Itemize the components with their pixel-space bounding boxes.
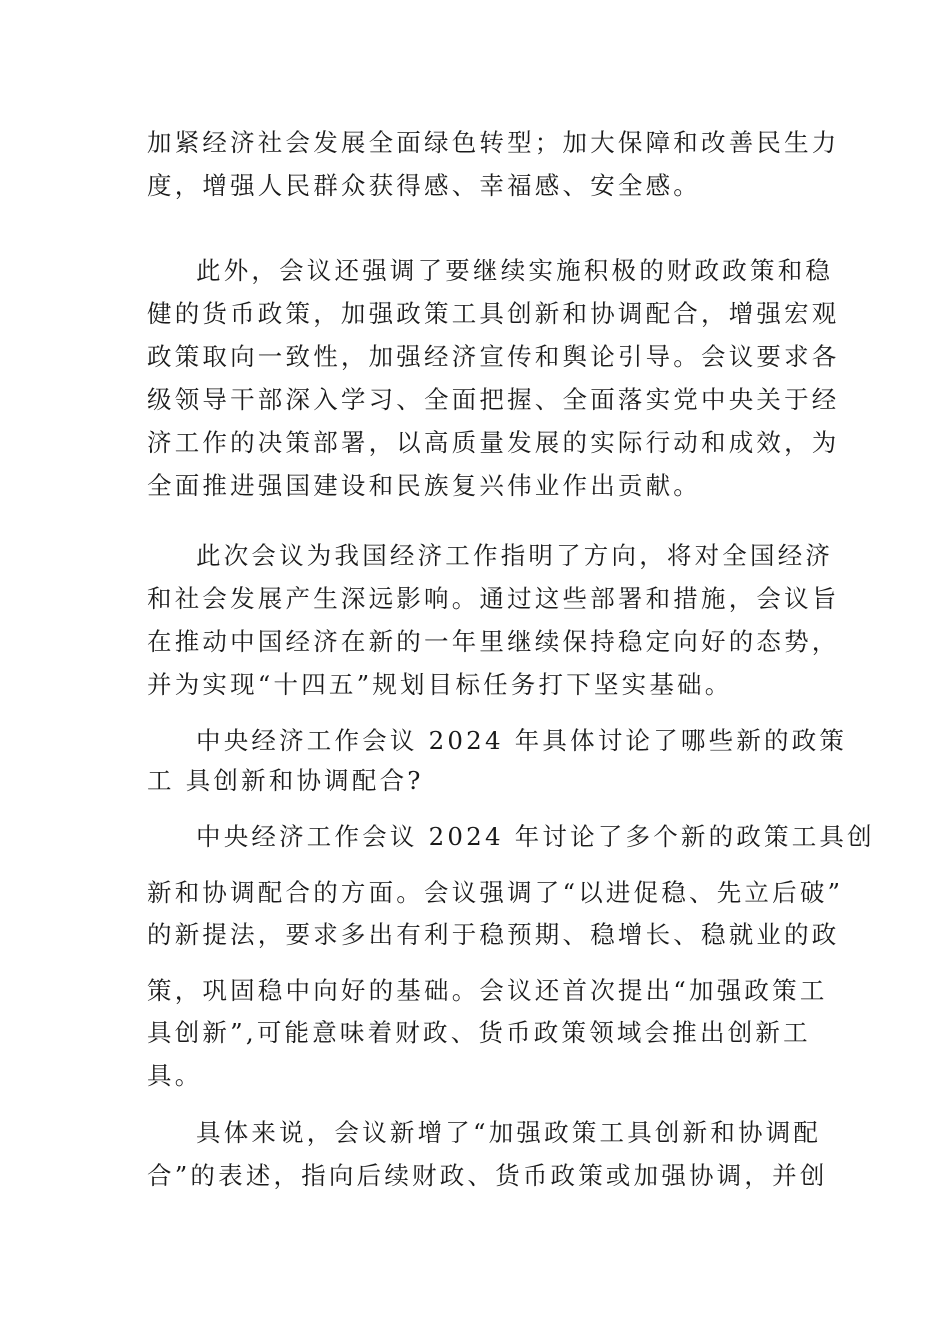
text-line: 并为实现“十四五”规划目标任务打下坚实基础。: [147, 670, 733, 699]
text-line: 和社会发展产生深远影响。通过这些部署和措施，会议旨: [147, 584, 840, 613]
text-line: 具。: [147, 1061, 203, 1090]
text-line: 级领导干部深入学习、全面把握、全面落实党中央关于经: [147, 385, 840, 414]
text-line: 策，巩固稳中向好的基础。会议还首次提出“加强政策工: [147, 976, 828, 1005]
text-line: 具体来说，会议新增了“加强政策工具创新和协调配: [196, 1118, 822, 1147]
text-line: 的新提法，要求多出有利于稳预期、稳增长、稳就业的政: [147, 920, 840, 949]
text-line: 政策取向一致性，加强经济宣传和舆论引导。会议要求各: [147, 342, 840, 371]
text-line: 全面推进强国建设和民族复兴伟业作出贡献。: [147, 471, 701, 500]
text-line: 此次会议为我国经济工作指明了方向，将对全国经济: [196, 541, 834, 570]
text-line: 具创新”,可能意味着财政、货币政策领域会推出创新工: [147, 1018, 811, 1047]
text-line: 中央经济工作会议 2024 年讨论了多个新的政策工具创: [196, 822, 875, 851]
text-line: 新和协调配合的方面。会议强调了“以进促稳、先立后破”: [147, 878, 844, 907]
text-line: 在推动中国经济在新的一年里继续保持稳定向好的态势，: [147, 627, 840, 656]
question-heading: 中央经济工作会议 2024 年具体讨论了哪些新的政策: [196, 726, 848, 755]
text-line: 济工作的决策部署，以高质量发展的实际行动和成效，为: [147, 428, 840, 457]
question-heading: 工 具创新和协调配合?: [147, 766, 424, 795]
text-line: 加紧经济社会发展全面绿色转型；加大保障和改善民生力: [147, 128, 840, 157]
text-line: 此外，会议还强调了要继续实施积极的财政政策和稳: [196, 256, 834, 285]
text-line: 健的货币政策，加强政策工具创新和协调配合，增强宏观: [147, 299, 840, 328]
text-line: 合”的表述，指向后续财政、货币政策或加强协调，并创: [147, 1161, 828, 1190]
text-line: 度，增强人民群众获得感、幸福感、安全感。: [147, 171, 701, 200]
